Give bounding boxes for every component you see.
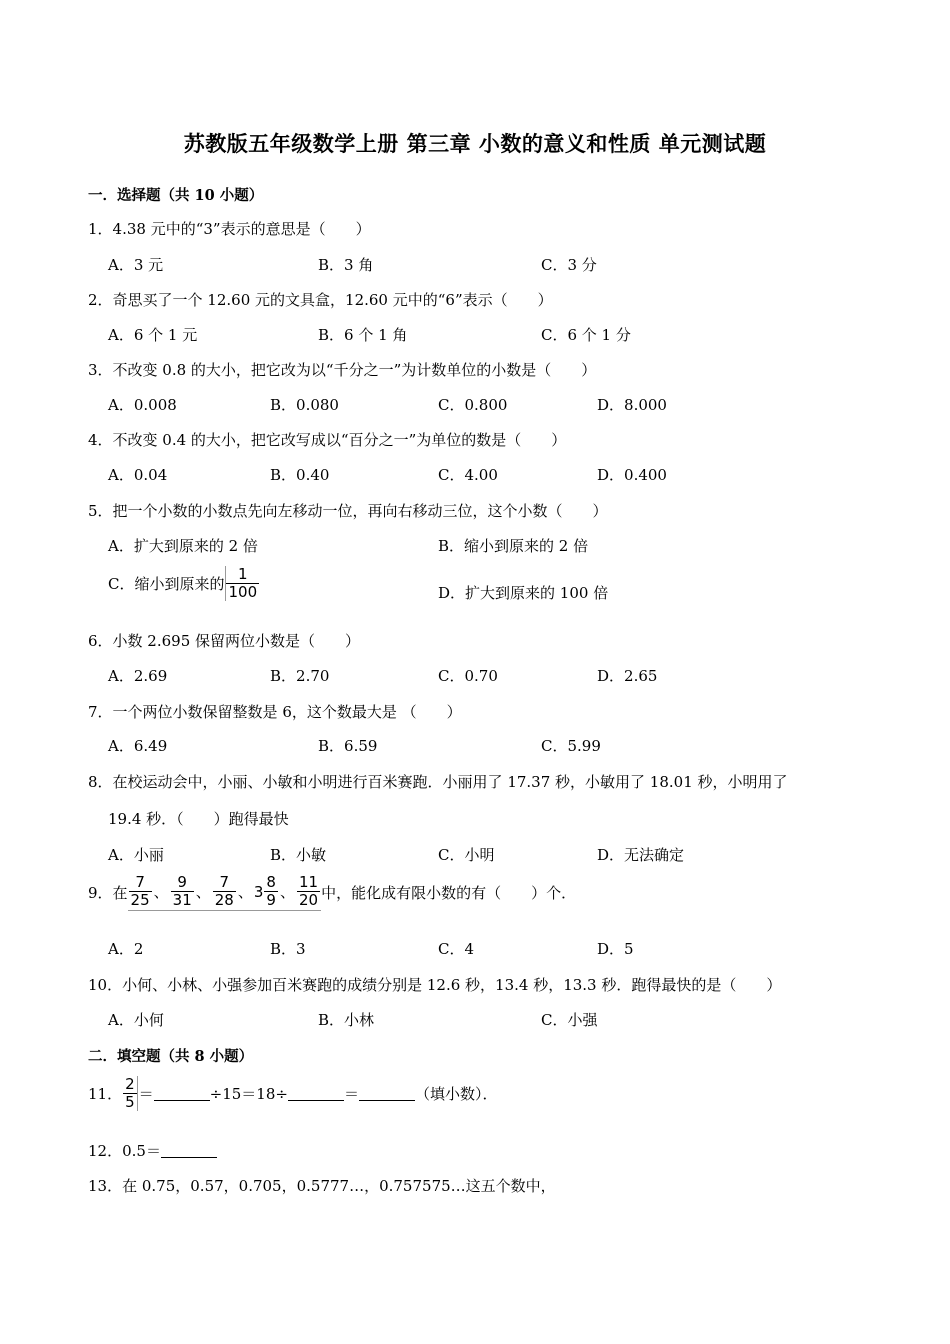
one-hundredth-fraction <box>225 566 259 601</box>
question-1: 1．4.38 元中的“3”表示的意思是（ ） <box>88 220 371 238</box>
fraction-numerator: 2 <box>125 1075 135 1093</box>
q9-fraction-list <box>128 874 322 911</box>
question-8-line-1: 8．在校运动会中，小丽、小敏和小明进行百米赛跑．小丽用了 17.37 秒，小敏用了 18.01 秒，小明用了 <box>88 773 788 791</box>
q11-suffix: （填小数）． <box>414 1085 498 1103</box>
equals-sign: ＝ <box>343 1085 359 1103</box>
q3-option-b: B．0.080 <box>270 396 339 414</box>
fraction-7-28 <box>213 874 236 909</box>
q8-option-c: C．小明 <box>438 846 495 864</box>
mixed-fraction <box>264 874 278 909</box>
fraction-denominator: 5 <box>125 1093 135 1111</box>
q10-option-c: C．小强 <box>541 1011 598 1029</box>
question-8-line-2: 19.4 秒．（ ）跑得最快 <box>108 810 289 828</box>
question-9 <box>88 874 576 911</box>
q1-option-b: B．3 角 <box>318 256 374 274</box>
q3-option-a: A．0.008 <box>108 396 177 414</box>
q2-option-b: B．6 个 1 角 <box>318 326 408 344</box>
answer-blank[interactable] <box>154 1086 210 1101</box>
fraction-numerator: 9 <box>177 873 187 891</box>
q5-option-b: B．缩小到原来的 2 倍 <box>438 537 589 555</box>
fraction-denominator: 31 <box>172 891 192 909</box>
fraction-denominator: 100 <box>228 583 258 601</box>
q6-option-d: D．2.65 <box>597 667 658 685</box>
q2-option-c: C．6 个 1 分 <box>541 326 631 344</box>
fraction-denominator: 9 <box>266 891 276 909</box>
q7-option-c: C．5.99 <box>541 737 601 755</box>
q3-option-d: D．8.000 <box>597 396 667 414</box>
q10-option-b: B．小林 <box>318 1011 375 1029</box>
q9-option-c: C．4 <box>438 940 475 958</box>
question-4: 4．不改变 0.4 的大小，把它改写成以“百分之一”为单位的数是（ ） <box>88 431 567 449</box>
q7-option-b: B．6.59 <box>318 737 378 755</box>
mixed-whole: 3 <box>253 882 264 901</box>
fraction-denominator: 28 <box>214 891 234 909</box>
q5-option-d: D．扩大到原来的 100 倍 <box>438 584 609 602</box>
q11-middle: ÷15＝18÷ <box>209 1085 288 1103</box>
list-separator: 、 <box>279 883 295 901</box>
fraction-11-20 <box>297 874 320 909</box>
answer-blank[interactable] <box>288 1086 344 1101</box>
q1-option-c: C．3 分 <box>541 256 597 274</box>
q6-option-b: B．2.70 <box>270 667 330 685</box>
answer-blank[interactable] <box>359 1086 415 1101</box>
fraction-numerator: 7 <box>135 873 145 891</box>
fraction-denominator: 25 <box>130 891 150 909</box>
mixed-number-3-8-9 <box>254 874 279 909</box>
equals-sign: ＝ <box>138 1085 154 1103</box>
question-12 <box>88 1140 217 1161</box>
q7-option-a: A．6.49 <box>108 737 168 755</box>
question-5: 5．把一个小数的小数点先向左移动一位，再向右移动三位，这个小数（ ） <box>88 502 608 520</box>
question-10: 10．小何、小林、小强参加百米赛跑的成绩分别是 12.6 秒，13.4 秒，13.3 秒．跑得最快的是（ ） <box>88 976 782 994</box>
q9-option-d: D．5 <box>597 940 634 958</box>
question-3: 3．不改变 0.8 的大小，把它改为以“千分之一”为计数单位的小数是（ ） <box>88 361 597 379</box>
question-7: 7．一个两位小数保留整数是 6，这个数最大是 （ ） <box>88 703 462 721</box>
question-11 <box>88 1076 498 1111</box>
answer-blank[interactable] <box>161 1143 217 1158</box>
list-separator: 、 <box>195 883 211 901</box>
question-13: 13．在 0.75，0.57，0.705，0.5777…，0.757575…这五个数中， <box>88 1177 556 1195</box>
fraction-numerator: 1 <box>238 565 248 583</box>
section-heading-choice: 一．选择题（共 10 小题） <box>88 187 264 204</box>
fraction-numerator: 8 <box>266 873 276 891</box>
fraction-numerator: 11 <box>298 873 319 891</box>
q10-option-a: A．小何 <box>108 1011 164 1029</box>
q2-option-a: A．6 个 1 元 <box>108 326 198 344</box>
q8-option-d: D．无法确定 <box>597 846 685 864</box>
question-2: 2．奇思买了一个 12.60 元的文具盒，12.60 元中的“6”表示（ ） <box>88 291 553 309</box>
q4-option-c: C．4.00 <box>438 466 498 484</box>
q6-option-a: A．2.69 <box>108 667 168 685</box>
q4-option-d: D．0.400 <box>597 466 667 484</box>
fraction-2-5 <box>123 1076 138 1111</box>
list-separator: 、 <box>153 883 169 901</box>
q9-option-a: A．2 <box>108 940 144 958</box>
q4-option-a: A．0.04 <box>108 466 168 484</box>
q8-option-a: A．小丽 <box>108 846 164 864</box>
q1-option-a: A．3 元 <box>108 256 164 274</box>
q9-suffix: 中，能化成有限小数的有（ ）个． <box>321 884 577 902</box>
q9-prefix: 9．在 <box>88 884 128 902</box>
fraction-denominator: 20 <box>298 891 319 909</box>
q11-number: 11． <box>88 1085 123 1103</box>
list-separator: 、 <box>237 883 253 901</box>
q4-option-b: B．0.40 <box>270 466 330 484</box>
q6-option-c: C．0.70 <box>438 667 498 685</box>
fraction-numerator: 7 <box>219 873 230 891</box>
q8-option-b: B．小敏 <box>270 846 327 864</box>
q5-option-c-label: C．缩小到原来的 <box>108 575 225 593</box>
q12-text: 12．0.5＝ <box>88 1142 161 1160</box>
q5-option-a: A．扩大到原来的 2 倍 <box>108 537 258 555</box>
q5-option-c <box>108 566 260 601</box>
section-heading-fill-in: 二．填空题（共 8 小题） <box>88 1048 254 1065</box>
q3-option-c: C．0.800 <box>438 396 508 414</box>
fraction-7-25 <box>129 874 152 909</box>
fraction-9-31 <box>171 874 194 909</box>
page-title: 苏教版五年级数学上册 第三章 小数的意义和性质 单元测试题 <box>183 131 767 156</box>
question-6: 6．小数 2.695 保留两位小数是（ ） <box>88 632 361 650</box>
q9-option-b: B．3 <box>270 940 306 958</box>
